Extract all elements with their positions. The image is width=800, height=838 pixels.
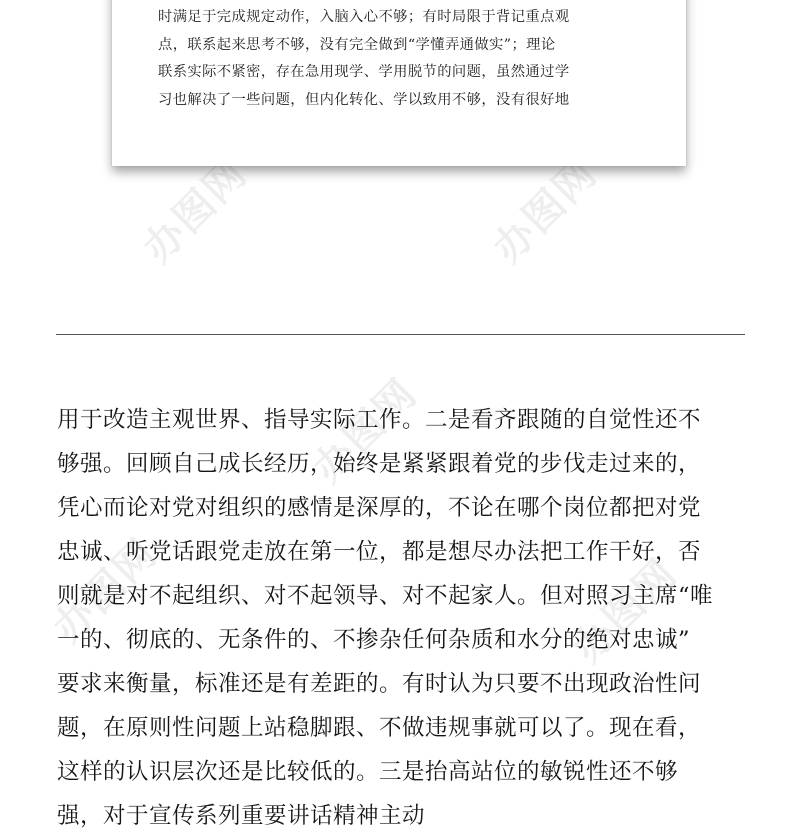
- document-body: [57, 398, 757, 838]
- body-line: 这样的认识层次还是比较低的。三是抬高站位的敏锐性还不够: [57, 759, 679, 785]
- body-line: 一的、彻底的、无条件的、不掺杂任何杂质和水分的绝对忠诚”: [57, 627, 691, 653]
- page-preview-card: [112, 0, 686, 166]
- watermark: 办图网: [134, 150, 257, 272]
- watermark: 办图网: [304, 370, 427, 492]
- body-line: 题，在原则性问题上站稳脚跟、不做违规事就可以了。现在看，: [57, 715, 702, 741]
- body-line: 凭心而论对党对组织的感情是深厚的，不论在哪个岗位都把对党: [57, 495, 702, 521]
- body-line: 用于改造主观世界、指导实际工作。二是看齐跟随的自觉性还不: [57, 407, 702, 433]
- preview-line: 点，联系起来思考不够，没有完全做到“学懂弄通做实”；理论: [158, 36, 556, 53]
- preview-line: 时满足于完成规定动作，入脑入心不够；有时局限于背记重点观: [158, 9, 570, 25]
- preview-line: 习也解决了一些问题，但内化转化、学以致用不够，没有很好地: [158, 92, 570, 109]
- watermark: 办图网: [484, 150, 607, 272]
- preview-text: [158, 4, 648, 115]
- watermark: 办图网: [44, 530, 167, 652]
- body-line: 则就是对不起组织、对不起领导、对不起家人。但对照习主席“唯: [57, 583, 714, 609]
- body-line: 要求来衡量，标准还是有差距的。有时认为只要不出现政治性问: [57, 671, 702, 697]
- preview-line: 联系实际不紧密，存在急用现学、学用脱节的问题，虽然通过学: [158, 64, 570, 81]
- body-line: 强，对于宣传系列重要讲话精神主动: [57, 803, 426, 829]
- section-divider: [56, 334, 745, 335]
- body-line: 够强。回顾自己成长经历，始终是紧紧跟着党的步伐走过来的，: [57, 451, 702, 477]
- watermark: 办图网: [564, 550, 687, 672]
- body-line: 忠诚、听党话跟党走放在第一位，都是想尽办法把工作干好，否: [57, 539, 702, 565]
